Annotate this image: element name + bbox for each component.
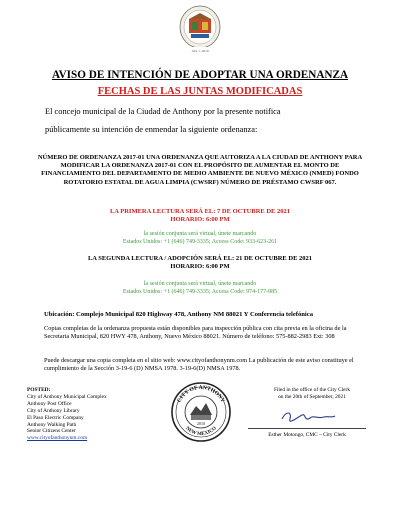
clerk-name: Esther Motongo, CMC – City Clerk [268, 432, 346, 438]
second-reading-time: HORARIO: 6:00 PM [170, 263, 230, 270]
first-reading-phone: Estados Unidos: +1 (646) 749-3335; Access Code: 933-623-261 [122, 239, 278, 245]
intro-line-1: El concejo municipal de la Ciudad de Anthony por la presente notifica [45, 107, 281, 116]
seal-date: July 1, 2010 [191, 49, 209, 53]
page-subtitle: FECHAS DE LAS JUNTAS MODIFICADAS [97, 86, 303, 97]
website-paragraph: Puede descargar una copia completa en el sitio web: www.cityofanthonynm.com La publicación de este aviso constituye el cumplimiento de la Sección 3-19-6 (D) NMSA 1978. 3-19-6(D) NMSA 1978. [44, 357, 354, 373]
signature-line [248, 428, 366, 429]
stamp-top-text: CITY OF ANTHONY [176, 384, 226, 404]
second-reading-date: LA SEGUNDA LECTURA / ADOPCIÓN SERÁ EL: 21 DE OCTUBRE DE 2021 [87, 255, 313, 262]
filed-notice [252, 387, 372, 401]
posted-location: Anthony Walking Path [27, 421, 77, 428]
first-reading-time: HORARIO: 6:00 PM [170, 216, 230, 223]
copies-paragraph: Copias completas de la ordenanza propuesta están disponibles para inspección pública con cita previa en la oficina de la Secretaria Municipal, 820 HWY 478, Anthony, Nuevo México 88021. Número de teléfono: 575-882-2983 Ext: 308 [44, 325, 347, 341]
second-reading [34, 255, 366, 271]
meeting-location: Ubicación: Complejo Municipal 820 Highway 478, Anthony NM 88021 Y Conferencia telefónica [44, 311, 313, 318]
first-reading-virtual [34, 230, 366, 246]
posted-location: City of Anthony Municipal Complex [27, 393, 107, 400]
posted-location: Anthony Post Office [27, 400, 72, 407]
clerk-signature [278, 407, 338, 427]
second-reading-virtual-note: la sesión conjunta será virtual, únete marcando [143, 281, 257, 287]
second-reading-virtual [34, 280, 366, 296]
city-seal-logo [178, 4, 222, 54]
first-reading [34, 208, 366, 224]
city-seal-stamp [170, 381, 232, 443]
posted-location: El Paso Electric Company [27, 414, 84, 421]
filed-line-2: on the 20th of September, 2021 [278, 394, 346, 400]
second-reading-phone: Estados Unidos: +1 (646) 749-3335; Access Code: 974-177-085 [122, 289, 278, 295]
stamp-bottom-text: NEW MEXICO [184, 426, 218, 438]
posted-location: Senior Citizens Center [27, 428, 76, 435]
first-reading-virtual-note: la sesión conjunta será virtual, únete marcando [143, 231, 257, 237]
first-reading-date: LA PRIMERA LECTURA SERÁ EL: 7 DE OCTUBRE DE 2021 [109, 208, 291, 215]
posted-list [27, 387, 107, 442]
stamp-year: 2010 [197, 421, 205, 426]
posted-heading: POSTED: [27, 387, 51, 393]
page-title: AVISO DE INTENCIÓN DE ADOPTAR UNA ORDENANZA [51, 69, 349, 81]
ordinance-text: NÚMERO DE ORDENANZA 2017-01 UNA ORDENANZA QUE AUTORIZA A LA CIUDAD DE ANTHONY PARA MODIFICAR LA ORDENANZA 2017-01 CON EL PROPÓSITO DE AUMENTAR EL MONTO DE FINANCIAMIENTO DEL DEPARTAMENTO DE MEDIO AMBIENTE DE NUEVO MÉXICO (NMED) FONDO ROTATORIO ESTATAL DE AGUA LIMPIA (CWSRF) NÚMERO DE PRÉSTAMO CWSRF 067. [37, 154, 363, 186]
intro-line-2: públicamente su intención de enmendar la siguiente ordenanza: [45, 125, 258, 134]
website-link[interactable]: www.cityofanthonynm.com [27, 435, 88, 442]
posted-location: City of Anthony Library [27, 407, 80, 414]
filed-line-1: Filed in the office of the City Clerk [273, 387, 351, 393]
